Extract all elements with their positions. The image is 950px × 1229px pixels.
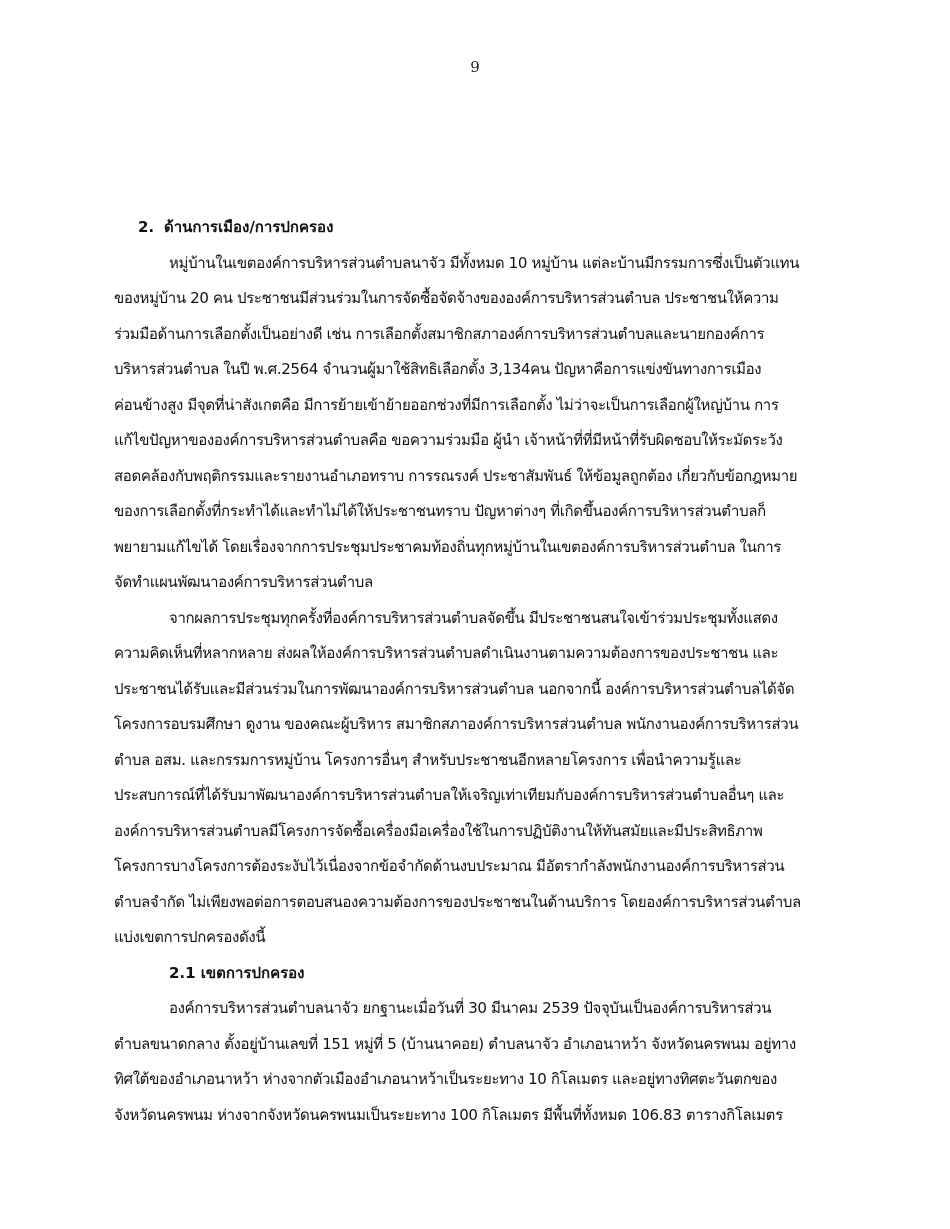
paragraph-line: องค์การบริหารส่วนตำบลมีโครงการจัดซื้อเครื่องมือเครื่องใช้ในการปฏิบัติงานให้ทันสมัยและมีประสิทธิภาพ [114, 821, 763, 840]
paragraph-line: แก้ไขปัญหาขององค์การบริหารส่วนตำบลคือ ขอความร่วมมือ ผู้นำ เจ้าหน้าที่ที่มีหน้าที่รับผิดชอบให้ระมัดระวัง [114, 431, 783, 449]
paragraph-line: บริหารส่วนตำบล ในปี พ.ศ.2564 จำนวนผู้มาใช้สิทธิเลือกตั้ง 3,134คน ปัญหาคือการแข่งขันทางการเมือง [114, 360, 762, 378]
section-heading [114, 210, 836, 246]
paragraph-line: โครงการอบรมศึกษา ดูงาน ของคณะผู้บริหาร สมาชิกสภาองค์การบริหารส่วนตำบล พนักงานองค์การบริหารส่วน [114, 715, 799, 733]
subsection-heading: 2.1 เขตการปกครอง [169, 963, 305, 982]
paragraph-line: องค์การบริหารส่วนตำบลนาจัว ยกฐานะเมื่อวันที่ 30 มีนาคม 2539 ปัจจุบันเป็นองค์การบริหารส่วน [169, 999, 772, 1017]
paragraph-line: ความคิดเห็นที่หลากหลาย ส่งผลให้องค์การบริหารส่วนตำบลดำเนินงานตามความต้องการของประชาชน และ [114, 644, 779, 662]
paragraph-meetings [114, 601, 836, 956]
paragraph-line: ทิศใต้ของอำเภอนาหว้า ห่างจากตัวเมืองอำเภอนาหว้าเป็นระยะทาง 10 กิโลเมตร และอยู่ทางทิศตะวันตกของ [114, 1070, 778, 1088]
paragraph-line: ตำบลจำกัด ไม่เพียงพอต่อการตอบสนองความต้องการของประชาชนในด้านบริการ โดยองค์การบริหารส่วนตำบล [114, 892, 801, 911]
paragraph-line: ตำบล อสม. และกรรมการหมู่บ้าน โครงการอื่นๆ สำหรับประชาชนอีกหลายโครงการ เพื่อนำความรู้และ [114, 750, 742, 769]
paragraph-politics [114, 246, 836, 601]
paragraph-line: จัดทำแผนพัฒนาองค์การบริหารส่วนตำบล [114, 573, 373, 591]
paragraph-line: พยายามแก้ไขได้ โดยเรื่องจากการประชุมประชาคมท้องถิ่นทุกหมู่บ้านในเขตองค์การบริหารส่วนตำบล ในการ [114, 537, 782, 556]
paragraph-line: ประชาชนได้รับและมีส่วนร่วมในการพัฒนาองค์การบริหารส่วนตำบล นอกจากนี้ องค์การบริหารส่วนตำบลได้จัด [114, 679, 795, 698]
paragraph-line: แบ่งเขตการปกครองดังนี้ [114, 928, 266, 946]
paragraph-line: ค่อนข้างสูง มีจุดที่น่าสังเกตคือ มีการย้ายเข้าย้ายออกช่วงที่มีการเลือกตั้ง ไม่ว่าจะเป็นการเลือกผู้ใหญ่บ้าน การ [114, 395, 779, 414]
paragraph-line: ของการเลือกตั้งที่กระทำได้และทำไม่ได้ให้ประชาชนทราบ ปัญหาต่างๆ ที่เกิดขึ้นองค์การบริหารส่วนตำบลก็ [114, 502, 766, 520]
paragraph-line: โครงการบางโครงการต้องระงับไว้เนื่องจากข้อจำกัดด้านงบประมาณ มีอัตรากำลังพนักงานองค์การบริหารส่วน [114, 857, 785, 875]
paragraph-line: จังหวัดนครพนม ห่างจากจังหวัดนครพนมเป็นระยะทาง 100 กิโลเมตร มีพื้นที่ทั้งหมด 106.83 ตารางกิโลเมตร [114, 1105, 783, 1124]
section-number: 2. [138, 218, 155, 236]
paragraph-line: ประสบการณ์ที่ได้รับมาพัฒนาองค์การบริหารส่วนตำบลให้เจริญเท่าเทียมกับองค์การบริหารส่วนตำบลอื่นๆ และ [114, 786, 785, 804]
paragraph-line: ตำบลขนาดกลาง ตั้งอยู่บ้านเลขที่ 151 หมู่ที่ 5 (บ้านนาคอย) ตำบลนาจัว อำเภอนาหว้า จังหวัดนครพนม อยู่ทาง [114, 1034, 796, 1053]
paragraph-line: สอดคล้องกับพฤติกรรมและรายงานอำเภอทราบ การรณรงค์ ประชาสัมพันธ์ ให้ข้อมูลถูกต้อง เกี่ยวกับข้อกฎหมาย [114, 466, 798, 485]
paragraph-line: ของหมู่บ้าน 20 คน ประชาชนมีส่วนร่วมในการจัดซื้อจัดจ้างขององค์การบริหารส่วนตำบล ประชาชนให้ความ [114, 289, 779, 307]
paragraph-administrative-area [114, 991, 836, 1133]
paragraph-line: จากผลการประชุมทุกครั้งที่องค์การบริหารส่วนตำบลจัดขึ้น มีประชาชนสนใจเข้าร่วมประชุมทั้งแสดง [169, 608, 778, 627]
document-body [114, 210, 836, 1133]
paragraph-line: ร่วมมือด้านการเลือกตั้งเป็นอย่างดี เช่น การเลือกตั้งสมาชิกสภาองค์การบริหารส่วนตำบลและนายกองค์การ [114, 324, 765, 343]
paragraph-line: หมู่บ้านในเขตองค์การบริหารส่วนตำบลนาจัว มีทั้งหมด 10 หมู่บ้าน แต่ละบ้านมีกรรมการซึ่งเป็นตัวแทน [169, 253, 800, 272]
page-number: 9 [470, 58, 480, 76]
section-title: ด้านการเมือง/การปกครอง [164, 218, 334, 236]
